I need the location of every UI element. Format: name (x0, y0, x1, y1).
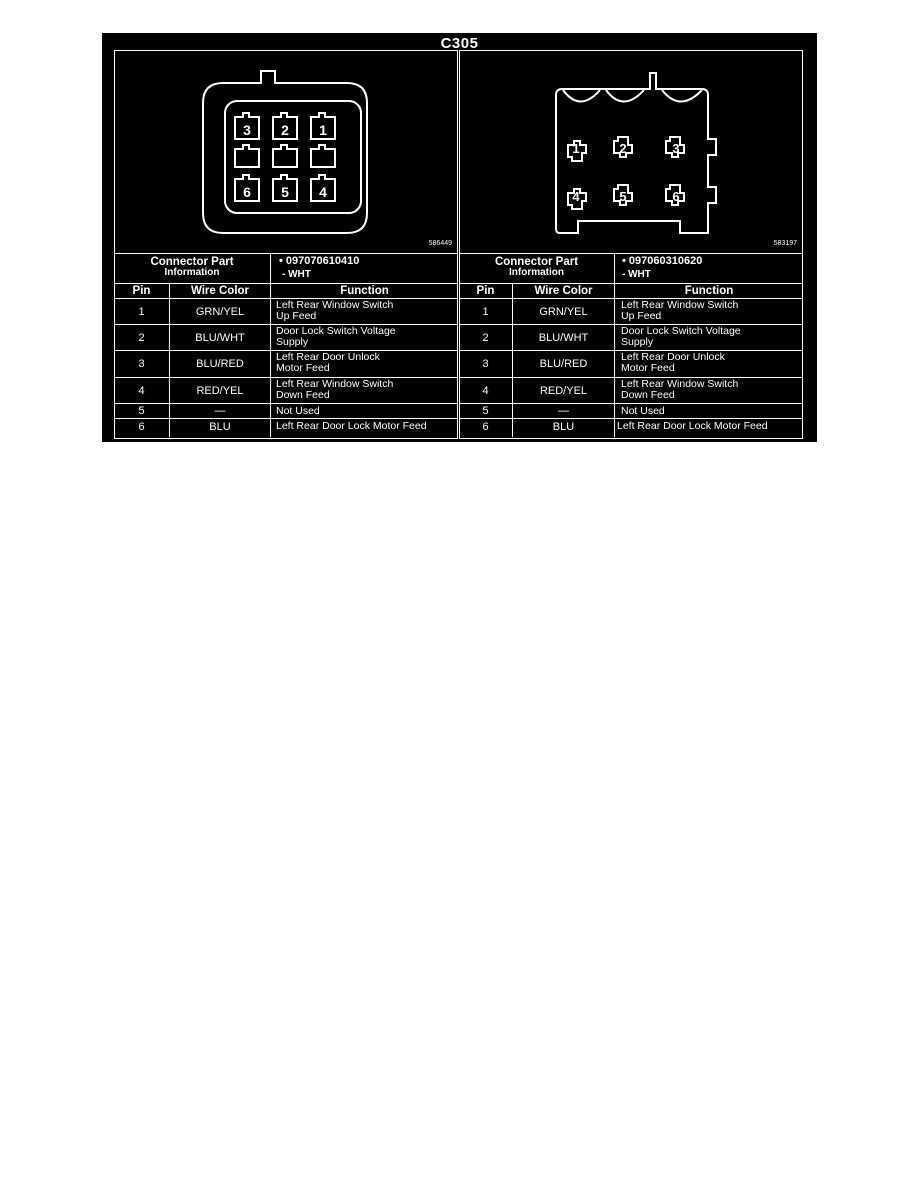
divider (459, 283, 803, 284)
right-pin-label: 2 (619, 141, 627, 156)
divider (614, 283, 615, 437)
right-pin-label: 6 (672, 189, 680, 204)
divider (270, 253, 271, 283)
left-pin-label: 2 (281, 122, 289, 138)
table-cell-function: Left Rear Door Unlock Motor Feed (621, 351, 725, 374)
left-connector-panel (114, 50, 458, 439)
table-cell-function: Left Rear Door Lock Motor Feed (276, 420, 427, 432)
part-color: - WHT (622, 269, 651, 280)
table-cell-wire: RED/YEL (196, 385, 244, 397)
divider (270, 283, 271, 437)
connector-title: C305 (440, 35, 479, 52)
table-cell-wire: BLU/RED (196, 358, 244, 370)
pin-header: Pin (132, 285, 151, 297)
connector-info-label: Connector Part Information (494, 256, 579, 278)
wire-color-header: Wire Color (534, 285, 593, 297)
function-header: Function (340, 285, 389, 297)
pin-header: Pin (476, 285, 495, 297)
divider (614, 253, 615, 283)
divider (114, 403, 458, 404)
left-pin-label: 5 (281, 184, 289, 200)
table-cell-function: Left Rear Door Lock Motor Feed (617, 420, 768, 432)
left-pin-label: 4 (319, 184, 327, 200)
right-pin-label: 4 (572, 189, 580, 204)
table-cell-wire: GRN/YEL (195, 306, 245, 318)
function-header: Function (684, 285, 734, 297)
connector-info-label: Connector Part Information (150, 256, 234, 278)
table-cell-wire: GRN/YEL (539, 306, 588, 318)
table-cell-wire: BLU/WHT (195, 332, 245, 344)
right-figure-code: 583197 (773, 240, 797, 247)
divider (114, 418, 458, 419)
right-connector-panel (459, 50, 803, 439)
divider (459, 418, 803, 419)
divider (459, 253, 803, 254)
left-connector-face-drawing (115, 51, 457, 251)
left-figure-code: 586449 (428, 240, 452, 247)
table-cell-wire: BLU (209, 421, 231, 433)
left-pin-label: 1 (319, 122, 327, 138)
table-cell-function: Left Rear Window Switch Up Feed (276, 299, 394, 322)
table-cell-pin: 5 (138, 405, 145, 417)
wire-color-header: Wire Color (190, 285, 250, 297)
table-cell-wire: RED/YEL (539, 385, 588, 397)
part-number: • 097070610410 (279, 255, 360, 267)
right-pin-label: 3 (672, 141, 680, 156)
table-cell-pin: 1 (482, 306, 489, 318)
table-cell-function: Left Rear Window Switch Down Feed (621, 378, 739, 401)
table-cell-function: Door Lock Switch Voltage Supply (276, 325, 396, 348)
left-pin-label: 6 (243, 184, 251, 200)
right-connector-face-drawing (460, 51, 802, 251)
part-color: - WHT (282, 269, 311, 280)
table-cell-pin: 6 (482, 421, 489, 433)
table-cell-pin: 2 (138, 332, 145, 344)
table-cell-function: Not Used (276, 405, 320, 417)
divider (459, 403, 803, 404)
left-pin-label: 3 (243, 122, 251, 138)
table-cell-function: Left Rear Window Switch Down Feed (276, 378, 394, 401)
table-cell-pin: 4 (138, 385, 145, 397)
table-cell-wire: — (558, 405, 569, 417)
table-cell-pin: 1 (138, 306, 145, 318)
table-cell-wire: BLU/WHT (538, 332, 589, 344)
table-cell-wire: BLU (552, 421, 575, 433)
table-cell-pin: 3 (138, 358, 145, 370)
table-cell-wire: BLU/RED (539, 358, 588, 370)
connector-sheet (102, 33, 817, 442)
table-cell-pin: 3 (482, 358, 489, 370)
right-pin-label: 5 (619, 189, 627, 204)
divider (114, 253, 458, 254)
divider (114, 283, 458, 284)
right-pin-label: 1 (572, 141, 580, 156)
part-number: • 097060310620 (622, 255, 703, 267)
table-cell-function: Door Lock Switch Voltage Supply (621, 325, 741, 348)
table-cell-pin: 5 (482, 405, 489, 417)
table-cell-pin: 6 (138, 421, 145, 433)
table-cell-function: Left Rear Door Unlock Motor Feed (276, 351, 380, 374)
table-cell-pin: 4 (482, 385, 489, 397)
table-cell-function: Left Rear Window Switch Up Feed (621, 299, 739, 322)
table-cell-wire: — (214, 405, 226, 417)
table-cell-function: Not Used (621, 405, 665, 417)
table-cell-pin: 2 (482, 332, 489, 344)
